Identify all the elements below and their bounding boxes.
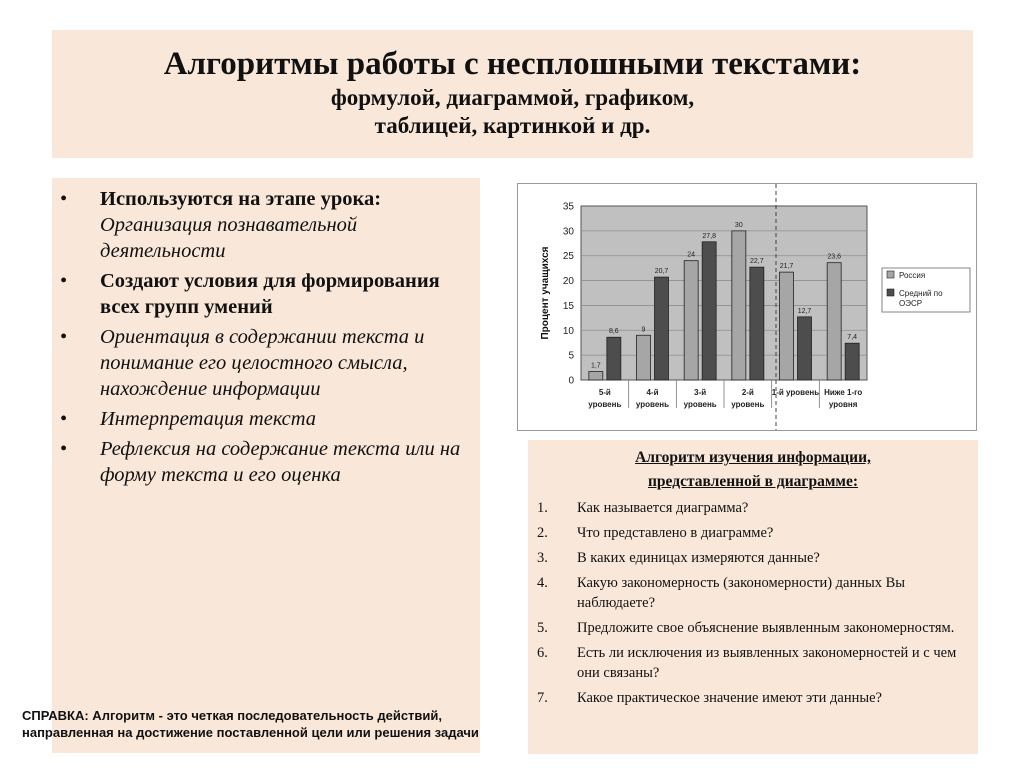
algorithm-title-line-2: представленной в диаграмме:: [648, 473, 858, 490]
bullet-marker: •: [60, 326, 68, 348]
bullet-marker: •: [60, 438, 68, 460]
data-label: 20,7: [654, 268, 669, 276]
algorithm-step: [528, 498, 968, 518]
plot-area: [581, 206, 867, 380]
step-number: 7.: [537, 690, 548, 706]
bullet-item-reflection: [52, 436, 462, 488]
y-tick-label: 35: [562, 201, 574, 213]
bar-oecd: [655, 277, 669, 380]
data-label: 12,7: [797, 307, 812, 315]
y-tick-label: 15: [562, 300, 574, 312]
x-tick-label: уровень: [635, 400, 670, 409]
x-tick-label: 4-й: [646, 388, 659, 397]
bullet-item-interpretation: [52, 406, 462, 432]
bullet-marker: •: [60, 188, 68, 210]
bar-oecd: [798, 317, 812, 380]
bullet-interpretation-text: Интерпретация текста: [100, 408, 317, 430]
y-tick-label: 20: [562, 276, 574, 288]
y-tick-label: 10: [562, 325, 574, 337]
step-text: Какое практическое значение имеют эти данные?: [577, 690, 882, 706]
bar-chart: [518, 184, 976, 430]
title-panel: [52, 30, 973, 158]
x-tick-label: Ниже 1-го: [824, 388, 863, 397]
x-tick-label: уровень: [731, 400, 765, 409]
step-number: 4.: [537, 575, 548, 591]
y-tick-label: 25: [562, 251, 574, 263]
bullet-item-orientation: [52, 324, 462, 402]
page-subtitle-line-1: формулой, диаграммой, графиком,: [330, 85, 695, 110]
legend-swatch: [887, 271, 894, 278]
bullet-marker: •: [60, 408, 68, 430]
bullets-panel: [52, 178, 480, 753]
bar-russia: [637, 335, 651, 380]
algorithm-step: [528, 618, 968, 638]
data-label: 21,7: [779, 263, 794, 271]
x-tick-label: уровень: [683, 400, 717, 409]
algorithm-step: [528, 548, 968, 568]
algorithm-steps-list: [528, 498, 978, 708]
y-axis-title: Процент учащихся: [540, 246, 551, 340]
bullet-conditions-text: Создают условия для формирования всех групп умений: [100, 270, 440, 318]
data-label: 27,8: [702, 232, 716, 240]
data-label: 24: [687, 251, 696, 259]
bar-oecd: [607, 337, 621, 380]
data-label: 7,4: [847, 334, 858, 342]
step-number: 5.: [537, 620, 548, 636]
step-text: Какую закономерность (закономерности) данных Вы наблюдаете?: [577, 575, 906, 611]
algorithm-step: [528, 688, 968, 708]
legend-label: ОЭСР: [899, 299, 923, 308]
bar-oecd: [702, 242, 716, 380]
bar-chart-frame: [517, 183, 977, 431]
bullet-item-conditions: [52, 268, 462, 320]
legend-label: Средний по: [899, 289, 943, 298]
bar-oecd: [750, 267, 764, 380]
bar-russia: [684, 261, 698, 380]
step-text: Есть ли исключения из выявленных закономерностей и с чем они связаны?: [577, 645, 957, 681]
y-tick-label: 30: [562, 226, 574, 238]
step-number: 1.: [537, 500, 548, 516]
y-tick-label: 0: [568, 375, 574, 387]
data-label: 22,7: [750, 258, 764, 266]
bullet-usage-label: Используются на этапе урока:: [100, 188, 382, 210]
step-text: Как называется диаграмма?: [577, 500, 749, 516]
step-number: 3.: [537, 550, 548, 566]
legend-label: Россия: [899, 271, 926, 280]
y-tick-label: 5: [568, 350, 574, 362]
step-number: 2.: [537, 525, 548, 541]
bar-russia: [827, 263, 841, 380]
data-label: 30: [734, 221, 743, 229]
bullet-list: [52, 178, 480, 488]
data-label: 8,6: [608, 328, 619, 336]
step-number: 6.: [537, 645, 548, 661]
x-tick-label: уровня: [828, 400, 858, 409]
algorithm-step: [528, 573, 968, 613]
bullet-marker: •: [60, 270, 68, 292]
algorithm-panel: [528, 440, 978, 754]
data-label: 9: [641, 326, 646, 334]
x-tick-label: 2-й: [741, 388, 754, 397]
step-text: В каких единицах измеряются данные?: [577, 550, 820, 566]
bullet-usage-value: Организация познавательной деятельности: [100, 214, 358, 262]
algorithm-title-line-1: Алгоритм изучения информации,: [635, 449, 871, 466]
bar-oecd: [845, 343, 859, 380]
page-subtitle-line-2: таблицей, картинкой и др.: [374, 113, 651, 138]
bar-russia: [732, 231, 746, 380]
bar-russia: [780, 272, 794, 380]
bar-russia: [589, 372, 603, 380]
step-text: Что представлено в диаграмме?: [577, 525, 774, 541]
legend-swatch: [887, 289, 894, 296]
x-tick-label: уровень: [588, 400, 622, 409]
page-title: Алгоритмы работы с несплошными текстами:: [163, 46, 862, 82]
step-text: Предложите свое объяснение выявленным закономерностям.: [577, 620, 955, 636]
algorithm-step: [528, 643, 968, 683]
bullet-item-usage: [52, 186, 462, 264]
x-tick-label: 3-й: [694, 388, 707, 397]
algorithm-step: [528, 523, 968, 543]
bullet-orientation-text: Ориентация в содержании текста и понимание его целостного смысла, нахождение информации: [100, 326, 425, 400]
algorithm-title: [528, 440, 978, 494]
reference-note: СПРАВКА: Алгоритм - это четкая последовательность действий, направленная на достижение поставленной цели или решения задачи: [22, 708, 479, 740]
data-label: 23,6: [827, 253, 841, 261]
x-tick-label: 1-й уровень: [771, 388, 820, 397]
x-tick-label: 5-й: [598, 388, 611, 397]
bullet-reflection-text: Рефлексия на содержание текста или на форму текста и его оценка: [100, 438, 461, 486]
data-label: 1,7: [590, 362, 601, 370]
